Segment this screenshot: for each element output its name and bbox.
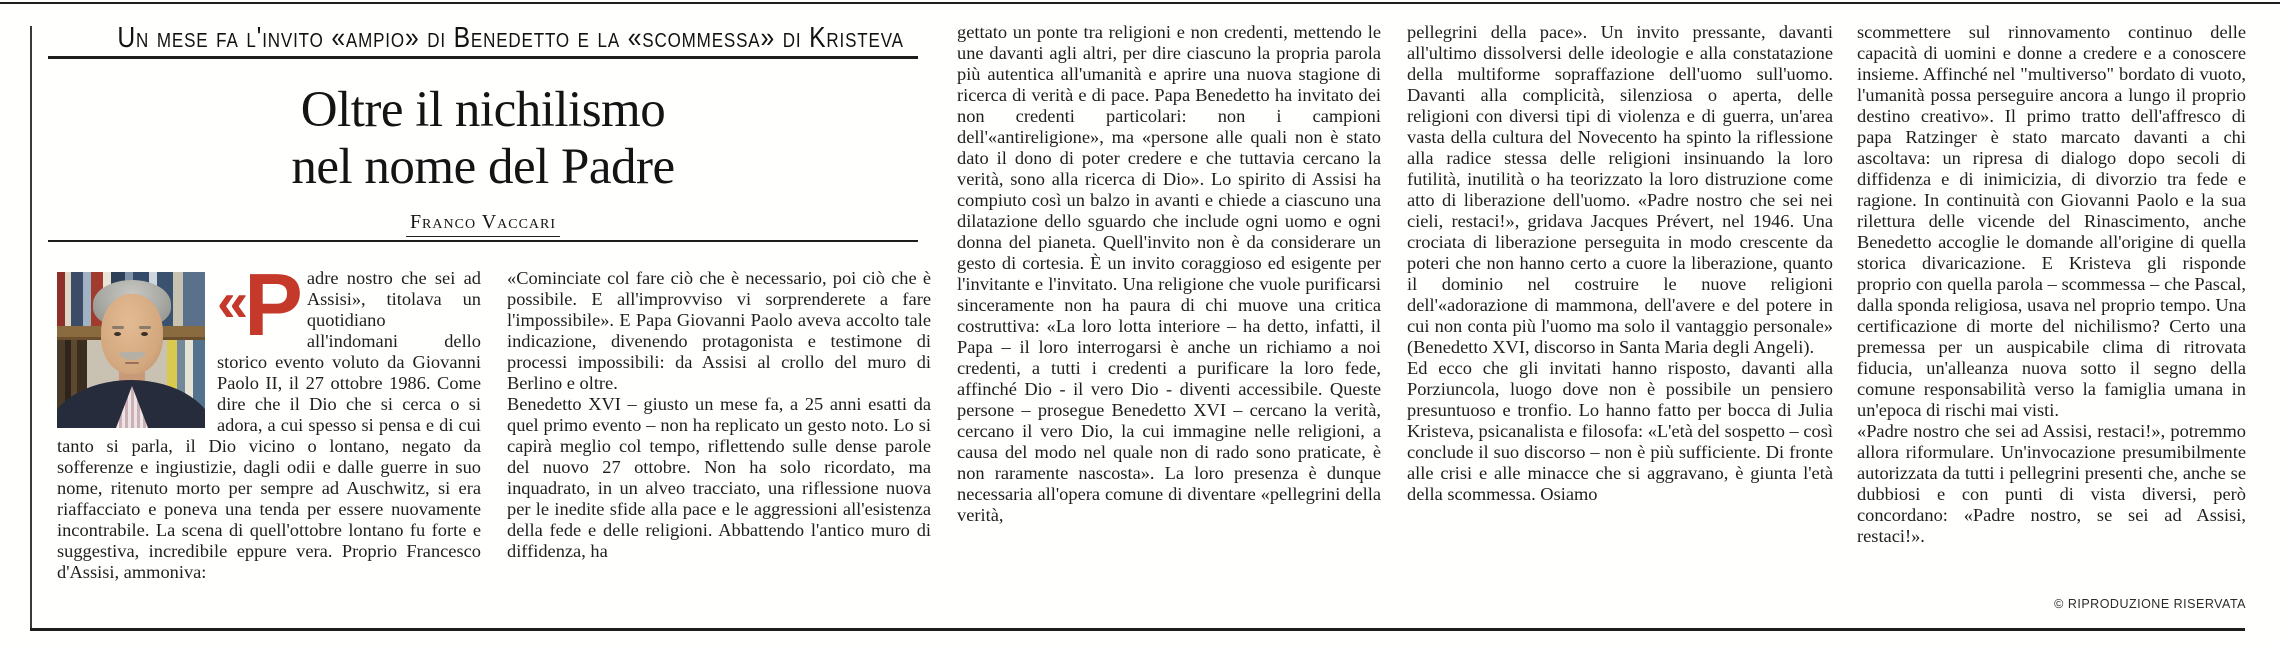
portrait-eyebrow-right xyxy=(139,326,151,329)
kicker-text: Un mese fa l'invito «ampio» di Benedetto e la «scommessa» di Kristeva xyxy=(117,22,904,54)
article-column-2 xyxy=(507,268,931,630)
article-column-2-paragraph-1: «Cominciate col fare ciò che è necessario, poi ciò che è possibile. E all'improvviso vi sorprenderete a fare l'impossibile». E Papa Giovanni Paolo aveva accolto tale indicazione, divenendo protagonista e testimone di processi impossibili: da Assisi al crollo del muro di Berlino e oltre. xyxy=(507,268,931,393)
article-column-4-paragraph-1: pellegrini della pace». Un invito pressante, davanti all'ultimo dissolversi delle ideologie e alla constatazione della multiforme sopraffazione dell'uomo sull'uomo. Davanti alla complicità, silenziosa o aperta, delle religioni con diversi tipi di violenza e di guerra, un'area vasta della cultura del Novecento ha spinto la riflessione alla radice stessa delle religioni insinuando la loro futilità, inutilità o ha teorizzato la loro distruzione come atto di liberazione dell'uomo. «Padre nostro che sei nei cieli, restaci!», gridava Jacques Prévert, nel 1946. Una crociata di liberazione perseguita in modo crescente da poteri che non hanno certo a cuore la liberazione, quanto il dominio nel costruire le nuove religioni dell'«adorazione di mammona, dell'avere e del potere in cui non conta più l'uomo ma solo il vantaggio personale» (Benedetto XVI, discorso in Santa Maria degli Angeli). xyxy=(1407,22,1833,357)
byline-wrap xyxy=(48,211,918,237)
drop-cap-guillemet: « xyxy=(217,270,245,333)
top-rule xyxy=(0,2,2280,4)
title-line-2: nel nome del Padre xyxy=(291,139,675,195)
article-column-5 xyxy=(1857,22,2246,594)
page-title xyxy=(48,82,918,196)
article-column-4 xyxy=(1407,22,1833,634)
article-column-4-paragraph-2: Ed ecco che gli invitati hanno risposto, davanti alla Porziuncola, luogo dove non è possibile un pensiero presuntuoso e tronfio. Lo hanno fatto per bocca di Julia Kristeva, psicanalista e filosofa: «L'età del sospetto – così conclude il suo discorso – non è più sufficiente. Di fronte alle crisi e alle minacce che si aggravano, è giunta l'età della scommessa. Osiamo xyxy=(1407,358,1833,504)
article-column-1-paragraph-1: adre nostro che sei ad Assisi», titolava un quotidiano all'indomani dello storico evento voluto da Giovanni Paolo II, il 27 ottobre 1986. Come dire che il Dio che si cerca o si adora, a cui spesso si pensa e di cui tanto si parla, il Dio vicino o lontano, negato da sofferenze e ingiustizie, dagli odii e dalle guerre in suo nome, ritenuto morto per sempre ad Auschwitz, si era riaffacciato e poneva una tenda per essere nuovamente incontrabile. La scena di quell'ottobre lontano fu forte e suggestiva, incredibile eppure vera. Proprio Francesco d'Assisi, ammoniva: xyxy=(57,268,481,582)
article-column-1 xyxy=(57,268,481,630)
byline-rule xyxy=(48,240,918,242)
left-border-rule xyxy=(30,26,32,630)
article-column-3-paragraph-1: gettato un ponte tra religioni e non credenti, mettendo le une davanti agli altri, per dire ciascuno la propria parola più autentica all'umanità e aprire una nuova stagione di ricerca di verità e di pace. Papa Benedetto ha invitato dei non credenti particolari: non i campioni dell'«antireligione», ma «persone alle quali non è stato dato il dono di poter credere e che tuttavia cercano la verità, sono alla ricerca di Dio». Lo spirito di Assisi ha compiuto così un balzo in avanti e chiede a ciascuno una dilatazione dello sguardo che include ogni uomo e ogni donna del pianeta. Quell'invito non è da considerare un gesto di cortesia. È un invito coraggioso ed esigente per l'invitante e l'invitato. Una religione che vuole purificarsi sinceramente non ha paura di chi muove una critica costruttiva: «La loro lotta interiore – ha detto, infatti, il Papa – il loro interrogarsi è anche un richiamo a noi credenti, a tutti i credenti a purificare la loro fede, affinché Dio - il vero Dio - diventi accessibile. Queste persone – prosegue Benedetto XVI – cercano la verità, cercano il vero Dio, la cui immagine nelle religioni, a causa del modo nel quale non di rado sono praticate, è non raramente nascosta». La loro presenza è dunque necessaria all'opera comune di diventare «pellegrini della verità, xyxy=(957,22,1381,525)
drop-cap-letter: P xyxy=(244,268,301,354)
article-column-3 xyxy=(957,22,1381,614)
article-column-5-paragraph-1: scommettere sul rinnovamento continuo delle capacità di uomini e donne a credere e a conoscere insieme. Affinché nel "multiverso" bordato di vuoto, l'umanità possa perseguire ancora a lungo il proprio destino creativo». Il primo tratto dell'affresco di papa Ratzinger è stato marcato davanti a chi ascoltava: un ripresa di dialogo dopo secoli di diffidenza e di inimicizia, di divorzio tra fede e ragione. In continuità con Giovanni Paolo e la sua rilettura delle vicende del Rinascimento, anche Benedetto accoglie le domande all'origine di quella storica divaricazione. E Kristeva gli risponde proprio con quella parola – scommessa – che Pascal, dalla sponda religiosa, usava nel proprio tempo. Una certificazione di morte del nichilismo? Certo una premessa per un auspicabile clima di ritrovata fiducia, un'alleanza nuova sotto il segno della comune responsabilità verso la famiglia umana in un'epoca di rischi mai visti. xyxy=(1857,22,2246,420)
byline: Franco Vaccari xyxy=(406,211,560,237)
title-line-1: Oltre il nichilismo xyxy=(300,82,666,138)
author-photo xyxy=(57,272,205,428)
drop-cap xyxy=(217,268,301,354)
copyright-notice: © RIPRODUZIONE RISERVATA xyxy=(2054,597,2246,611)
kicker xyxy=(48,22,918,55)
kicker-underline xyxy=(48,56,918,59)
portrait-mouth xyxy=(125,362,139,364)
portrait-eye-left xyxy=(114,332,121,336)
portrait-eyebrow-left xyxy=(112,326,124,329)
portrait-eye-right xyxy=(141,332,148,336)
article-column-5-paragraph-2: «Padre nostro che sei ad Assisi, restaci!», potremmo allora riformulare. Un'invocazione presumibilmente autorizzata da tutti i pellegrini presenti che, anche se dubbiosi e con punti di vista diversi, però concordano: «Padre nostro, se sei ad Assisi, restaci!». xyxy=(1857,421,2246,546)
article-column-2-paragraph-2: Benedetto XVI – giusto un mese fa, a 25 anni esatti da quel primo evento – non ha replicato un gesto noto. Lo si capirà meglio col tempo, riflettendo sulle dense parole del nuovo 27 ottobre. Non ha solo ricordato, ma inquadrato, in un alveo tracciato, una riflessione nuova per le inedite sfide alla pace e le aggressioni all'esistenza della fede e delle religioni. Abbattendo l'antico muro di diffidenza, ha xyxy=(507,394,931,561)
